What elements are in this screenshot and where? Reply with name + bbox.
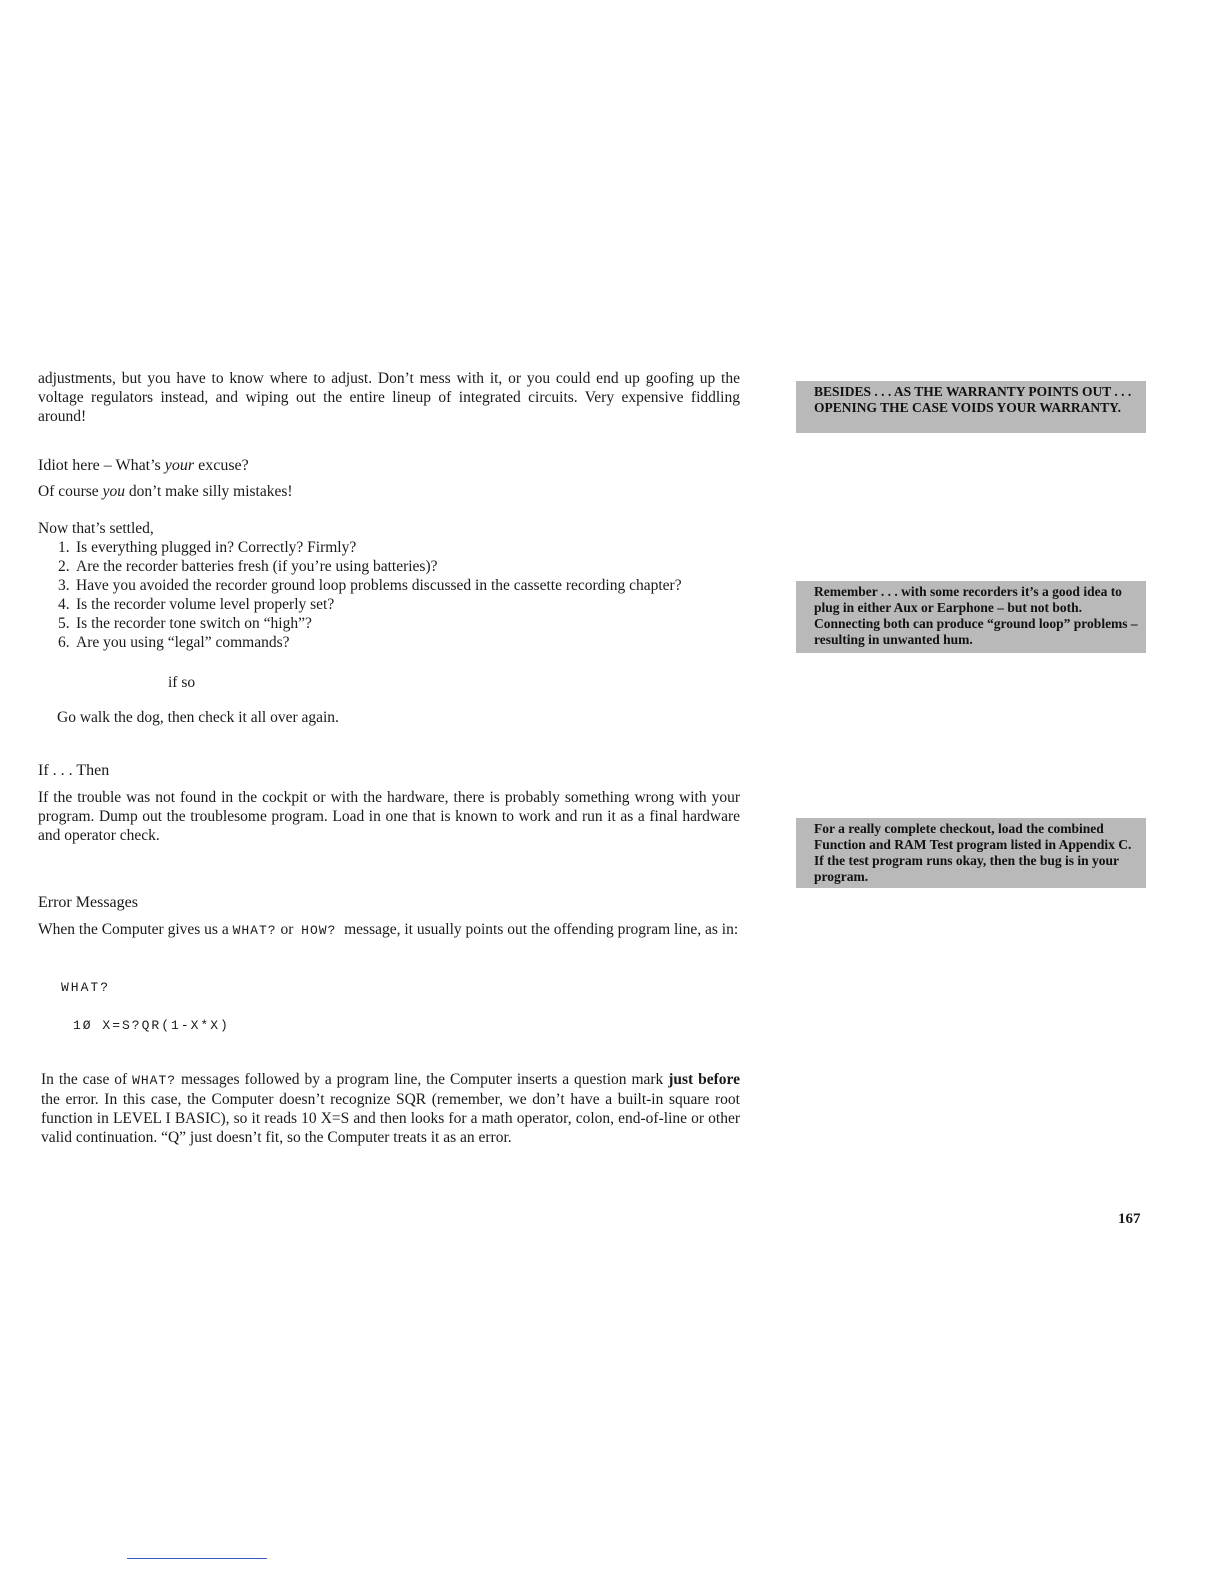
list-number: 1.: [58, 539, 70, 556]
idiot-line: [38, 482, 740, 501]
list-text: Is everything plugged in? Correctly? Firmly?: [76, 539, 357, 556]
checkout-note: For a really complete checkout, load the combined Function and RAM Test program listed in Appendix C. If the test program runs okay, then the bug is in your program.: [796, 818, 1146, 888]
list-item: [38, 595, 740, 614]
intro-paragraph: adjustments, but you have to know where to adjust. Don’t mess with it, or you could end up goofing up the voltage regulators instead, and wiping out the entire lineup of integrated circuits. Very expensive fiddling around!: [38, 370, 740, 425]
if-so-text: if so: [168, 674, 196, 691]
list-text: Are you using “legal” commands?: [76, 634, 290, 651]
explanation-paragraph: [38, 1070, 740, 1147]
list-item: [38, 557, 740, 576]
if-then-paragraph: If the trouble was not found in the cockpit or with the hardware, there is probably something wrong with your program. Dump out the troublesome program. Load in one that is known to work and run it as a final hardware and operator check.: [38, 789, 740, 844]
what-token-inline: WHAT?: [132, 1073, 177, 1088]
code-line-what: WHAT?: [61, 980, 111, 995]
idiot-heading-italic: your: [164, 457, 195, 474]
walk-dog-text: Go walk the dog, then check it all over again.: [57, 709, 339, 726]
idiot-heading-text: Idiot here – What’s: [38, 457, 165, 474]
explanation-text-end: the error. In this case, the Computer doesn’t recognize SQR (remember, we don’t have a built-in square root function in LEVEL I BASIC), so it reads 10 X=S and then looks for a math operator, colon, end-of-line or other valid continuation. “Q” just doesn’t fit, so the Computer treats it as an error.: [41, 1091, 740, 1146]
error-messages-heading: Error Messages: [38, 894, 138, 911]
list-text: Is the recorder volume level properly set?: [76, 596, 335, 613]
what-token: WHAT?: [232, 923, 277, 938]
footer-rule: [127, 1558, 267, 1559]
checklist-intro: Now that’s settled,: [38, 520, 154, 537]
idiot-line-text: Of course: [38, 483, 103, 500]
list-text: Are the recorder batteries fresh (if you’re using batteries)?: [76, 558, 438, 575]
list-text: Have you avoided the recorder ground loop problems discussed in the cassette recording chapter?: [76, 577, 682, 594]
explanation-text-mid: messages followed by a program line, the Computer inserts a question mark: [176, 1071, 669, 1088]
warranty-note: BESIDES . . . AS THE WARRANTY POINTS OUT . . . OPENING THE CASE VOIDS YOUR WARRANTY.: [796, 381, 1146, 433]
idiot-heading: [38, 456, 740, 475]
checklist: [38, 538, 740, 652]
idiot-line-text-end: don’t make silly mistakes!: [124, 483, 293, 500]
list-number: 2.: [58, 558, 70, 575]
main-column: [38, 369, 740, 1147]
if-then-heading: If . . . Then: [38, 762, 110, 779]
idiot-line-italic: you: [102, 483, 125, 500]
page-number: 167: [1118, 1211, 1141, 1227]
list-number: 5.: [58, 615, 70, 632]
code-line-program: 1Ø X=S?QR(1-X*X): [73, 1018, 230, 1033]
list-number: 6.: [58, 634, 70, 651]
list-item: [38, 538, 740, 557]
idiot-heading-text-end: excuse?: [194, 457, 249, 474]
list-number: 4.: [58, 596, 70, 613]
list-item: [38, 614, 740, 633]
list-number: 3.: [58, 577, 70, 594]
error-messages-paragraph: [38, 920, 740, 940]
explanation-text: In the case of: [41, 1071, 133, 1088]
list-text: Is the recorder tone switch on “high”?: [76, 615, 312, 632]
how-token: HOW?: [301, 923, 337, 938]
explanation-bold: just before: [668, 1071, 740, 1088]
error-text-or: or: [276, 921, 302, 938]
recorder-note: Remember . . . with some recorders it’s a good idea to plug in either Aux or Earphone – but not both. Connecting both can produce “ground loop” problems – resulting in unwanted hum.: [796, 581, 1146, 653]
error-text: When the Computer gives us a: [38, 921, 233, 938]
error-text-end: message, it usually points out the offending program line, as in:: [336, 921, 739, 938]
list-item: [38, 576, 740, 595]
list-item: [38, 633, 740, 652]
